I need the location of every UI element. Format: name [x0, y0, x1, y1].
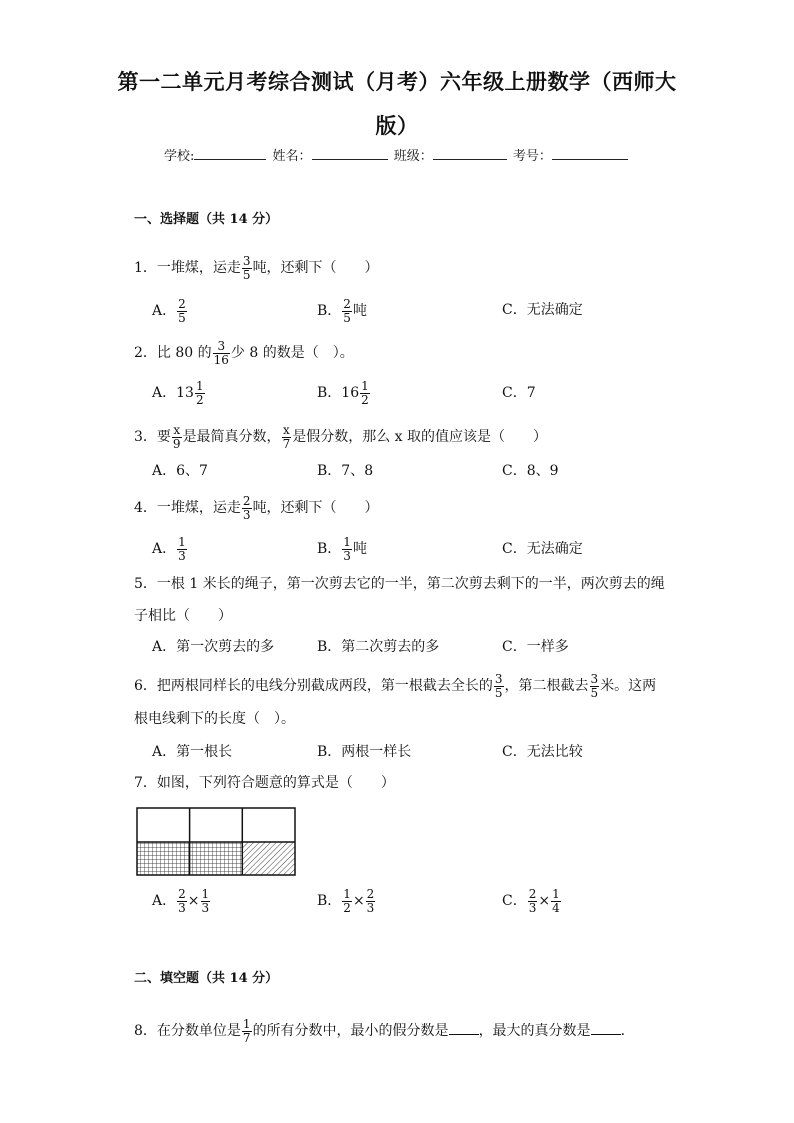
fraction: $\frac{2}{5}$ — [343, 297, 351, 325]
name-label: 姓名： — [272, 149, 312, 164]
fraction: $\frac{1}{3}$ — [201, 887, 210, 915]
q6-text-mid: ，第二根截去 — [504, 678, 589, 695]
fraction: $\frac{3}{5}$ — [242, 254, 251, 282]
q3-option-a[interactable]: A．6、7 — [152, 463, 208, 479]
fraction: $\frac{1}{2}$ — [343, 887, 351, 915]
document-title-line1: 第一二单元月考综合测试（月考）六年级上册数学（西师大 — [117, 69, 677, 94]
fraction: $\frac{3}{16}$ — [213, 339, 229, 367]
q6-option-a[interactable]: A．第一根长 — [152, 744, 233, 760]
fraction: $\frac{2}{3}$ — [178, 887, 186, 915]
q3-option-b[interactable]: B．7、8 — [317, 463, 374, 479]
q6-option-b[interactable]: B．两根一样长 — [317, 744, 412, 760]
q1-text: 1．一堆煤，运走 — [134, 260, 241, 277]
fraction: $\frac{x}{9}$ — [172, 423, 181, 451]
q4-option-a[interactable]: A． $\frac{1}{3}$ — [152, 535, 186, 563]
q3-text: 3．要 — [134, 429, 171, 446]
fraction: $\frac{2}{3}$ — [366, 887, 375, 915]
q4-option-b[interactable]: B． $\frac{1}{3}$ 吨 — [317, 535, 367, 563]
q6-text: 6．把两根同样长的电线分别截成两段，第一根截去全长的 — [134, 678, 493, 695]
fraction: $\frac{2}{3}$ — [242, 494, 251, 522]
school-label: 学校: — [164, 149, 195, 164]
q5-option-b[interactable]: B．第二次剪去的多 — [317, 639, 440, 655]
q3-text-end: 是假分数，那么 x 取的值应该是（ ） — [292, 429, 547, 446]
fraction: $\frac{1}{2}$ — [195, 379, 204, 407]
answer-blank[interactable] — [591, 1022, 621, 1035]
document-title-line2: 版） — [375, 113, 419, 138]
q2-option-c[interactable]: C．7 — [502, 385, 536, 401]
q7-grid-figure — [136, 807, 298, 877]
q7-option-b[interactable]: B． $\frac{1}{2}$ × $\frac{2}{3}$ — [317, 887, 375, 915]
grid-hatched-area — [242, 842, 295, 875]
q4-text-end: 吨，还剩下（ ） — [252, 500, 379, 517]
q2-text: 2．比 80 的 — [134, 345, 212, 362]
question-7: 7．如图，下列符合题意的算式是（ ） — [134, 775, 395, 791]
school-blank[interactable] — [194, 147, 266, 160]
q7-option-a[interactable]: A． $\frac{2}{3}$ × $\frac{1}{3}$ — [152, 887, 210, 915]
section-heading-choice: 一、选择题（共 14 分） — [134, 212, 279, 227]
class-label: 班级： — [393, 149, 433, 164]
question-1 — [134, 255, 379, 281]
q1-option-b[interactable]: B． $\frac{2}{5}$ 吨 — [317, 297, 367, 325]
fraction: $\frac{3}{5}$ — [590, 672, 599, 700]
fraction: $\frac{2}{3}$ — [528, 887, 537, 915]
name-blank[interactable] — [312, 147, 388, 160]
fraction: $\frac{1}{7}$ — [242, 1017, 251, 1045]
number-blank[interactable] — [552, 147, 628, 160]
question-6-line1 — [134, 673, 656, 699]
fraction: $\frac{1}{3}$ — [178, 535, 186, 563]
q2-text-end: 少 8 的数是（ ）。 — [230, 345, 354, 362]
question-4 — [134, 495, 379, 521]
q3-option-c[interactable]: C．8、9 — [502, 463, 559, 479]
fraction: $\frac{1}{2}$ — [361, 379, 369, 407]
q2-option-a[interactable]: A． 13 $\frac{1}{2}$ — [152, 379, 204, 407]
question-2 — [134, 340, 354, 366]
fraction: $\frac{x}{7}$ — [282, 423, 291, 451]
number-label: 考号： — [512, 149, 552, 164]
q1-option-a[interactable]: A． $\frac{2}{5}$ — [152, 297, 186, 325]
question-3 — [134, 424, 547, 450]
section-heading-fill: 二、填空题（共 14 分） — [134, 971, 279, 986]
q6-option-c[interactable]: C．无法比较 — [502, 744, 583, 760]
q1-option-c[interactable]: C．无法确定 — [502, 302, 583, 318]
q8-text: 8．在分数单位是 — [134, 1023, 241, 1040]
q4-option-c[interactable]: C．无法确定 — [502, 541, 583, 557]
question-6-line2: 根电线剩下的长度（ ）。 — [134, 711, 295, 727]
student-info-row — [164, 145, 630, 164]
q8-text-mid2: ，最大的真分数是 — [478, 1023, 591, 1040]
q5-option-a[interactable]: A．第一次剪去的多 — [152, 639, 275, 655]
q6-text-end: 米。这两 — [600, 678, 657, 695]
class-blank[interactable] — [433, 147, 507, 160]
question-5-line2: 子相比（ ） — [134, 608, 232, 624]
question-5-line1: 5．一根 1 米长的绳子，第一次剪去它的一半，第二次剪去剩下的一半，两次剪去的绳 — [134, 576, 665, 592]
q8-text-end: . — [620, 1023, 626, 1040]
fraction: $\frac{1}{3}$ — [343, 535, 351, 563]
q1-text-end: 吨，还剩下（ ） — [252, 260, 379, 277]
q3-text-mid: 是最简真分数， — [182, 429, 281, 446]
q4-text: 4．一堆煤，运走 — [134, 500, 241, 517]
fraction: $\frac{3}{5}$ — [494, 672, 503, 700]
q2-option-b[interactable]: B． 16 $\frac{1}{2}$ — [317, 379, 369, 407]
q8-text-mid: 的所有分数中，最小的假分数是 — [252, 1023, 449, 1040]
fraction: $\frac{1}{4}$ — [552, 887, 560, 915]
q7-option-c[interactable]: C． $\frac{2}{3}$ × $\frac{1}{4}$ — [502, 887, 560, 915]
answer-blank[interactable] — [449, 1022, 479, 1035]
q5-option-c[interactable]: C．一样多 — [502, 639, 569, 655]
question-8 — [134, 1018, 625, 1044]
fraction: $\frac{2}{5}$ — [178, 297, 186, 325]
